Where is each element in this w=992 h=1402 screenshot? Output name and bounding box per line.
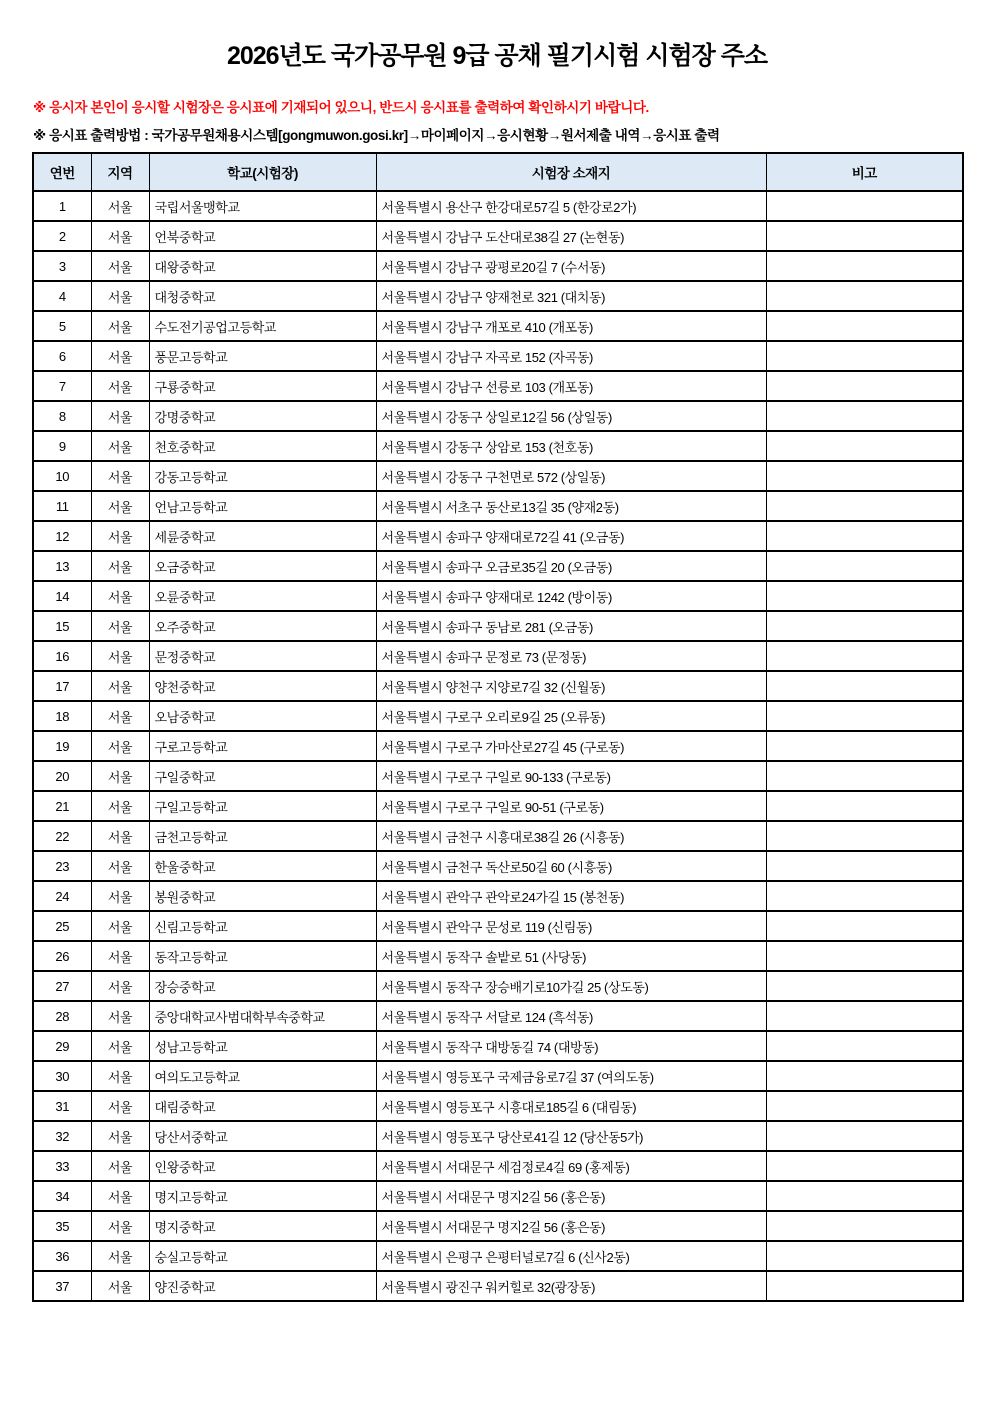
cell-address: 서울특별시 강남구 선릉로 103 (개포동) (376, 371, 766, 401)
cell-no: 3 (33, 251, 91, 281)
table-header-row (33, 153, 963, 191)
cell-region: 서울 (91, 791, 149, 821)
cell-school: 언북중학교 (149, 221, 376, 251)
cell-no: 16 (33, 641, 91, 671)
cell-region: 서울 (91, 191, 149, 221)
cell-no: 31 (33, 1091, 91, 1121)
cell-school: 양진중학교 (149, 1271, 376, 1301)
cell-region: 서울 (91, 551, 149, 581)
cell-region: 서울 (91, 761, 149, 791)
cell-address: 서울특별시 금천구 시흥대로38길 26 (시흥동) (376, 821, 766, 851)
cell-no: 14 (33, 581, 91, 611)
cell-address: 서울특별시 강동구 상일로12길 56 (상일동) (376, 401, 766, 431)
cell-region: 서울 (91, 941, 149, 971)
cell-address: 서울특별시 송파구 오금로35길 20 (오금동) (376, 551, 766, 581)
cell-school: 오륜중학교 (149, 581, 376, 611)
cell-region: 서울 (91, 251, 149, 281)
cell-address: 서울특별시 송파구 양재대로 1242 (방이동) (376, 581, 766, 611)
cell-remark (766, 1271, 963, 1301)
cell-address: 서울특별시 강남구 개포로 410 (개포동) (376, 311, 766, 341)
cell-address: 서울특별시 동작구 장승배기로10가길 25 (상도동) (376, 971, 766, 1001)
cell-remark (766, 881, 963, 911)
cell-region: 서울 (91, 221, 149, 251)
cell-address: 서울특별시 은평구 은평터널로7길 6 (신사2동) (376, 1241, 766, 1271)
cell-school: 동작고등학교 (149, 941, 376, 971)
cell-region: 서울 (91, 971, 149, 1001)
cell-school: 구일중학교 (149, 761, 376, 791)
cell-remark (766, 521, 963, 551)
table-row (33, 431, 963, 461)
cell-address: 서울특별시 서대문구 명지2길 56 (홍은동) (376, 1181, 766, 1211)
table-row (33, 641, 963, 671)
cell-address: 서울특별시 강남구 자곡로 152 (자곡동) (376, 341, 766, 371)
table-row (33, 1181, 963, 1211)
cell-remark (766, 1121, 963, 1151)
cell-school: 오주중학교 (149, 611, 376, 641)
table-row (33, 1061, 963, 1091)
table-row (33, 401, 963, 431)
cell-address: 서울특별시 동작구 솔밭로 51 (사당동) (376, 941, 766, 971)
cell-no: 19 (33, 731, 91, 761)
cell-remark (766, 1151, 963, 1181)
table-row (33, 791, 963, 821)
cell-address: 서울특별시 구로구 오리로9길 25 (오류동) (376, 701, 766, 731)
cell-school: 신림고등학교 (149, 911, 376, 941)
cell-school: 숭실고등학교 (149, 1241, 376, 1271)
cell-school: 강동고등학교 (149, 461, 376, 491)
cell-region: 서울 (91, 1181, 149, 1211)
table-row (33, 881, 963, 911)
cell-address: 서울특별시 동작구 대방동길 74 (대방동) (376, 1031, 766, 1061)
cell-remark (766, 821, 963, 851)
cell-remark (766, 221, 963, 251)
cell-no: 27 (33, 971, 91, 1001)
table-row (33, 461, 963, 491)
cell-remark (766, 431, 963, 461)
cell-address: 서울특별시 영등포구 당산로41길 12 (당산동5가) (376, 1121, 766, 1151)
table-row (33, 491, 963, 521)
table-row (33, 1271, 963, 1301)
cell-remark (766, 641, 963, 671)
column-header-school: 학교(시험장) (149, 153, 376, 191)
table-row (33, 551, 963, 581)
cell-no: 15 (33, 611, 91, 641)
cell-region: 서울 (91, 1271, 149, 1301)
cell-address: 서울특별시 동작구 서달로 124 (흑석동) (376, 1001, 766, 1031)
cell-no: 21 (33, 791, 91, 821)
cell-region: 서울 (91, 1121, 149, 1151)
cell-no: 37 (33, 1271, 91, 1301)
cell-no: 11 (33, 491, 91, 521)
cell-remark (766, 461, 963, 491)
cell-no: 20 (33, 761, 91, 791)
cell-remark (766, 971, 963, 1001)
cell-no: 18 (33, 701, 91, 731)
table-row (33, 671, 963, 701)
table-row (33, 1001, 963, 1031)
cell-address: 서울특별시 구로구 구일로 90-51 (구로동) (376, 791, 766, 821)
column-header-address: 시험장 소재지 (376, 153, 766, 191)
cell-remark (766, 791, 963, 821)
notice-print-method: ※ 응시표 출력방법 : 국가공무원채용시스템[gongmuwon.gosi.kr]→마이페이지→응시현황→원서제출 내역→응시표 출력 (33, 128, 720, 143)
cell-address: 서울특별시 관악구 관악로24가길 15 (봉천동) (376, 881, 766, 911)
cell-school: 봉원중학교 (149, 881, 376, 911)
cell-region: 서울 (91, 611, 149, 641)
cell-address: 서울특별시 영등포구 국제금융로7길 37 (여의도동) (376, 1061, 766, 1091)
cell-no: 12 (33, 521, 91, 551)
cell-remark (766, 581, 963, 611)
cell-region: 서울 (91, 911, 149, 941)
cell-address: 서울특별시 영등포구 시흥대로185길 6 (대림동) (376, 1091, 766, 1121)
cell-address: 서울특별시 구로구 가마산로27길 45 (구로동) (376, 731, 766, 761)
cell-remark (766, 1211, 963, 1241)
cell-remark (766, 851, 963, 881)
cell-remark (766, 491, 963, 521)
cell-school: 성남고등학교 (149, 1031, 376, 1061)
table-row (33, 851, 963, 881)
table-row (33, 191, 963, 221)
cell-address: 서울특별시 양천구 지양로7길 32 (신월동) (376, 671, 766, 701)
table-row (33, 941, 963, 971)
cell-school: 대청중학교 (149, 281, 376, 311)
cell-address: 서울특별시 송파구 양재대로72길 41 (오금동) (376, 521, 766, 551)
cell-no: 29 (33, 1031, 91, 1061)
cell-region: 서울 (91, 1151, 149, 1181)
cell-school: 명지중학교 (149, 1211, 376, 1241)
cell-no: 17 (33, 671, 91, 701)
cell-remark (766, 551, 963, 581)
cell-address: 서울특별시 강남구 광평로20길 7 (수서동) (376, 251, 766, 281)
cell-school: 오남중학교 (149, 701, 376, 731)
table-row (33, 731, 963, 761)
cell-address: 서울특별시 관악구 문성로 119 (신림동) (376, 911, 766, 941)
table-row (33, 821, 963, 851)
cell-region: 서울 (91, 1001, 149, 1031)
cell-school: 구일고등학교 (149, 791, 376, 821)
cell-no: 28 (33, 1001, 91, 1031)
cell-no: 34 (33, 1181, 91, 1211)
cell-remark (766, 1061, 963, 1091)
cell-remark (766, 1091, 963, 1121)
cell-school: 오금중학교 (149, 551, 376, 581)
cell-region: 서울 (91, 401, 149, 431)
table-row (33, 1091, 963, 1121)
cell-region: 서울 (91, 851, 149, 881)
cell-remark (766, 401, 963, 431)
cell-remark (766, 701, 963, 731)
exam-site-table-body (33, 191, 963, 1301)
cell-school: 여의도고등학교 (149, 1061, 376, 1091)
exam-site-table (32, 152, 964, 1302)
cell-remark (766, 941, 963, 971)
cell-remark (766, 311, 963, 341)
cell-address: 서울특별시 서대문구 명지2길 56 (홍은동) (376, 1211, 766, 1241)
cell-region: 서울 (91, 671, 149, 701)
cell-address: 서울특별시 구로구 구일로 90-133 (구로동) (376, 761, 766, 791)
table-row (33, 1211, 963, 1241)
cell-address: 서울특별시 용산구 한강대로57길 5 (한강로2가) (376, 191, 766, 221)
cell-remark (766, 671, 963, 701)
cell-address: 서울특별시 강동구 상암로 153 (천호동) (376, 431, 766, 461)
cell-school: 풍문고등학교 (149, 341, 376, 371)
table-row (33, 281, 963, 311)
column-header-no: 연번 (33, 153, 91, 191)
table-row (33, 761, 963, 791)
cell-no: 6 (33, 341, 91, 371)
table-row (33, 341, 963, 371)
cell-no: 9 (33, 431, 91, 461)
table-row (33, 521, 963, 551)
cell-remark (766, 1001, 963, 1031)
cell-region: 서울 (91, 491, 149, 521)
cell-remark (766, 341, 963, 371)
cell-no: 22 (33, 821, 91, 851)
table-row (33, 611, 963, 641)
cell-school: 한울중학교 (149, 851, 376, 881)
cell-no: 33 (33, 1151, 91, 1181)
cell-address: 서울특별시 강남구 도산대로38길 27 (논현동) (376, 221, 766, 251)
cell-no: 1 (33, 191, 91, 221)
cell-address: 서울특별시 금천구 독산로50길 60 (시흥동) (376, 851, 766, 881)
table-row (33, 1031, 963, 1061)
cell-region: 서울 (91, 521, 149, 551)
cell-school: 대왕중학교 (149, 251, 376, 281)
table-row (33, 701, 963, 731)
column-header-region: 지역 (91, 153, 149, 191)
cell-remark (766, 1031, 963, 1061)
cell-school: 천호중학교 (149, 431, 376, 461)
cell-region: 서울 (91, 341, 149, 371)
cell-address: 서울특별시 강동구 구천면로 572 (상일동) (376, 461, 766, 491)
cell-school: 당산서중학교 (149, 1121, 376, 1151)
cell-address: 서울특별시 송파구 동남로 281 (오금동) (376, 611, 766, 641)
cell-school: 언남고등학교 (149, 491, 376, 521)
table-row (33, 371, 963, 401)
cell-address: 서울특별시 서대문구 세검정로4길 69 (홍제동) (376, 1151, 766, 1181)
cell-address: 서울특별시 강남구 양재천로 321 (대치동) (376, 281, 766, 311)
cell-region: 서울 (91, 731, 149, 761)
cell-no: 35 (33, 1211, 91, 1241)
table-row (33, 581, 963, 611)
cell-region: 서울 (91, 371, 149, 401)
cell-school: 구로고등학교 (149, 731, 376, 761)
cell-remark (766, 371, 963, 401)
table-row (33, 251, 963, 281)
cell-address: 서울특별시 광진구 워커힐로 32(광장동) (376, 1271, 766, 1301)
column-header-remark: 비고 (766, 153, 963, 191)
cell-no: 7 (33, 371, 91, 401)
cell-remark (766, 251, 963, 281)
cell-no: 25 (33, 911, 91, 941)
cell-no: 24 (33, 881, 91, 911)
cell-school: 국립서울맹학교 (149, 191, 376, 221)
table-row (33, 1151, 963, 1181)
cell-remark (766, 1241, 963, 1271)
cell-no: 36 (33, 1241, 91, 1271)
notice-print-check: ※ 응시자 본인이 응시할 시험장은 응시표에 기재되어 있으니, 반드시 응시표를 출력하여 확인하시기 바랍니다. (33, 100, 649, 115)
table-row (33, 1241, 963, 1271)
cell-region: 서울 (91, 701, 149, 731)
cell-remark (766, 761, 963, 791)
cell-region: 서울 (91, 1091, 149, 1121)
cell-school: 금천고등학교 (149, 821, 376, 851)
cell-address: 서울특별시 송파구 문정로 73 (문정동) (376, 641, 766, 671)
table-row (33, 911, 963, 941)
cell-remark (766, 731, 963, 761)
cell-no: 13 (33, 551, 91, 581)
cell-region: 서울 (91, 1211, 149, 1241)
cell-no: 4 (33, 281, 91, 311)
cell-region: 서울 (91, 1031, 149, 1061)
cell-school: 양천중학교 (149, 671, 376, 701)
cell-region: 서울 (91, 1241, 149, 1271)
cell-region: 서울 (91, 431, 149, 461)
cell-no: 5 (33, 311, 91, 341)
table-row (33, 221, 963, 251)
cell-region: 서울 (91, 461, 149, 491)
cell-school: 수도전기공업고등학교 (149, 311, 376, 341)
cell-no: 30 (33, 1061, 91, 1091)
cell-school: 세륜중학교 (149, 521, 376, 551)
cell-region: 서울 (91, 821, 149, 851)
cell-no: 32 (33, 1121, 91, 1151)
cell-school: 장승중학교 (149, 971, 376, 1001)
table-row (33, 1121, 963, 1151)
cell-school: 강명중학교 (149, 401, 376, 431)
cell-school: 대림중학교 (149, 1091, 376, 1121)
cell-no: 10 (33, 461, 91, 491)
cell-school: 중앙대학교사범대학부속중학교 (149, 1001, 376, 1031)
cell-region: 서울 (91, 1061, 149, 1091)
cell-remark (766, 911, 963, 941)
cell-no: 8 (33, 401, 91, 431)
cell-remark (766, 281, 963, 311)
cell-region: 서울 (91, 881, 149, 911)
cell-region: 서울 (91, 641, 149, 671)
cell-no: 26 (33, 941, 91, 971)
cell-school: 문정중학교 (149, 641, 376, 671)
cell-region: 서울 (91, 581, 149, 611)
cell-no: 23 (33, 851, 91, 881)
cell-remark (766, 191, 963, 221)
cell-school: 구룡중학교 (149, 371, 376, 401)
cell-school: 인왕중학교 (149, 1151, 376, 1181)
cell-school: 명지고등학교 (149, 1181, 376, 1211)
cell-region: 서울 (91, 281, 149, 311)
cell-region: 서울 (91, 311, 149, 341)
table-row (33, 311, 963, 341)
cell-no: 2 (33, 221, 91, 251)
cell-address: 서울특별시 서초구 동산로13길 35 (양재2동) (376, 491, 766, 521)
page-title: 2026년도 국가공무원 9급 공채 필기시험 시험장 주소 (226, 42, 768, 70)
cell-remark (766, 1181, 963, 1211)
table-row (33, 971, 963, 1001)
cell-remark (766, 611, 963, 641)
